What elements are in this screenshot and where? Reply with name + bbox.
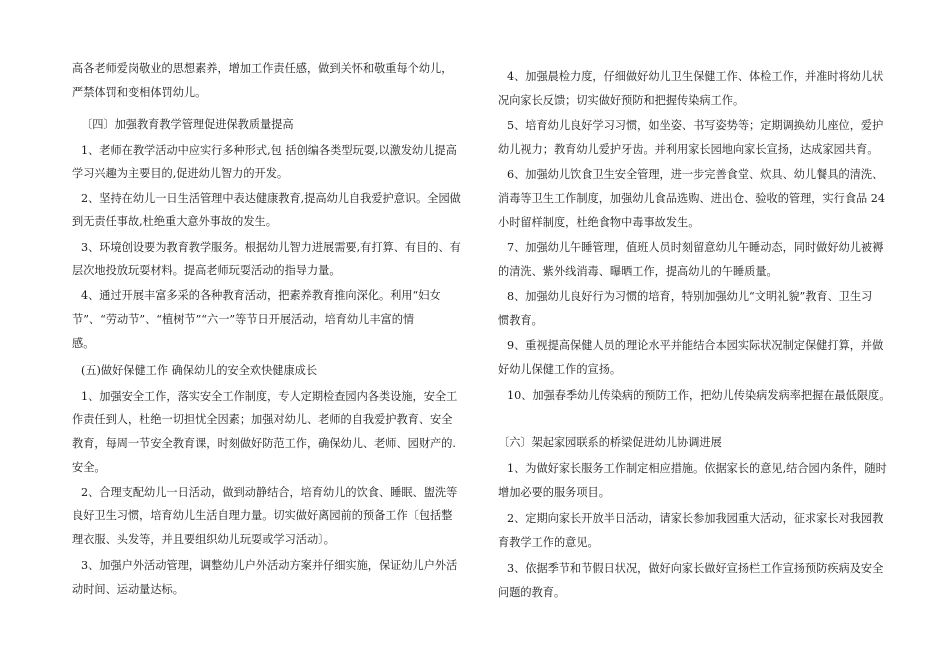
text-line: 惯教育。 — [498, 314, 543, 327]
text-line: 2、合理支配幼儿一日活动，做到动静结合，培育幼儿的饮食、睡眠、盥洗等 — [81, 486, 458, 499]
text-line: 学习兴趣为主要目的,促进幼儿智力的开发。 — [72, 167, 289, 180]
section-heading-4: 〔四〕加强教育教学管理促进保教质量提高 — [81, 118, 294, 131]
text-line: 7、加强幼儿午睡管理，值班人员时刻留意幼儿午睡动态，同时做好幼儿被褥 — [507, 241, 884, 254]
text-line: 5、培育幼儿良好学习习惯，如坐姿、书写姿势等；定期调换幼儿座位，爱护 — [507, 119, 884, 132]
text-line: 到无责任事故,杜绝重大意外事故的发生。 — [72, 215, 277, 228]
text-line: 教育，每周一节安全教育课，时刻做好防范工作，确保幼儿、老师、园财产的. — [72, 437, 456, 450]
text-line: 3、加强户外活动管理，调整幼儿户外活动方案并仔细实施，保证幼儿户外活 — [81, 559, 458, 572]
text-line: 的清洗、紫外线消毒、曝晒工作，提高幼儿的午睡质量。 — [498, 265, 778, 278]
text-line: 作责任到人，杜绝一切担忧全因素；加强对幼儿、老师的自我爱护教育、安全 — [72, 413, 453, 426]
text-line: 3、环境创设要为教育教学服务。根据幼儿智力进展需要,有打算、有目的、有 — [81, 241, 461, 254]
text-line: 良好卫生习惯，培育幼儿生活自理力量。切实做好离园前的预备工作〔包括整 — [72, 509, 453, 522]
text-line: 严禁体罚和变相体罚幼儿。 — [72, 86, 207, 99]
text-line: 好幼儿保健工作的宣扬。 — [498, 363, 622, 376]
text-line: 幼儿视力；教育幼儿爱护牙齿。并利用家长园地向家长宣扬，达成家园共育。 — [498, 143, 879, 156]
text-line: 4、通过开展丰富多采的各种教育活动，把素养教育推向深化。利用“妇女 — [81, 289, 441, 302]
text-line: 理衣服、头发等，并且要组织幼儿玩耍或学习活动〕。 — [72, 533, 335, 546]
text-line: 层次地投放玩耍材料。提高老师玩耍活动的指导力量。 — [72, 264, 341, 277]
text-line: 高各老师爱岗敬业的思想素养，增加工作责任感，做到关怀和敬重每个幼儿， — [72, 62, 453, 75]
text-line: 节”、“劳动节”、“植树节”“六一”等节日开展活动，培育幼儿丰富的情 — [72, 313, 415, 326]
text-line: 1、为做好家长服务工作制定相应措施。依据家长的意见,结合园内条件，随时 — [507, 462, 887, 475]
section-heading-5: (五)做好保健工作 确保幼儿的安全欢快健康成长 — [81, 364, 318, 377]
text-line: 动时间、运动量达标。 — [72, 583, 184, 596]
text-line: 问题的教育。 — [498, 586, 566, 599]
text-line: 育教学工作的意见。 — [498, 536, 599, 549]
text-line: 感。 — [72, 337, 95, 350]
text-line: 1、加强安全工作，落实安全工作制度，专人定期检查园内各类设施，安全工 — [81, 390, 458, 403]
text-line: 消毒等卫生工作制度，加强幼儿食品选购、进出仓、验收的管理，实行食品 24 — [498, 192, 885, 205]
text-line: 2、定期向家长开放半日活动，请家长参加我园重大活动，征求家长对我园教 — [507, 512, 884, 525]
text-line: 2、坚持在幼儿一日生活管理中表达健康教育,提高幼儿自我爱护意识。全园做 — [81, 192, 461, 205]
text-line: 4、加强晨检力度，仔细做好幼儿卫生保健工作、体检工作，并准时将幼儿状 — [507, 70, 884, 83]
text-line: 增加必要的服务项目。 — [498, 486, 610, 499]
text-line: 1、老师在教学活动中应实行多种形式,包 括创编各类型玩耍,以激发幼儿提高 — [81, 144, 457, 157]
text-line: 安全。 — [72, 461, 106, 474]
text-line: 10、加强春季幼儿传染病的预防工作，把幼儿传染病发病率把握在最低限度。 — [507, 389, 891, 402]
text-line: 9、重视提高保健人员的理论水平并能结合本园实际状况制定保健打算，并做 — [507, 339, 884, 352]
text-line: 况向家长反馈；切实做好预防和把握传染病工作。 — [498, 94, 745, 107]
section-heading-6: 〔六〕架起家园联系的桥梁促进幼儿协调进展 — [498, 436, 722, 449]
text-line: 小时留样制度，杜绝食物中毒事故发生。 — [498, 216, 700, 229]
text-line: 8、加强幼儿良好行为习惯的培育，特别加强幼儿“文明礼貌”教育、卫生习 — [507, 290, 873, 303]
text-line: 6、加强幼儿饮食卫生安全管理，进一步完善食堂、炊具、幼儿餐具的清洗、 — [507, 168, 884, 181]
text-line: 3、依据季节和节假日状况，做好向家长做好宣扬栏工作宣扬预防疾病及安全 — [507, 562, 884, 575]
